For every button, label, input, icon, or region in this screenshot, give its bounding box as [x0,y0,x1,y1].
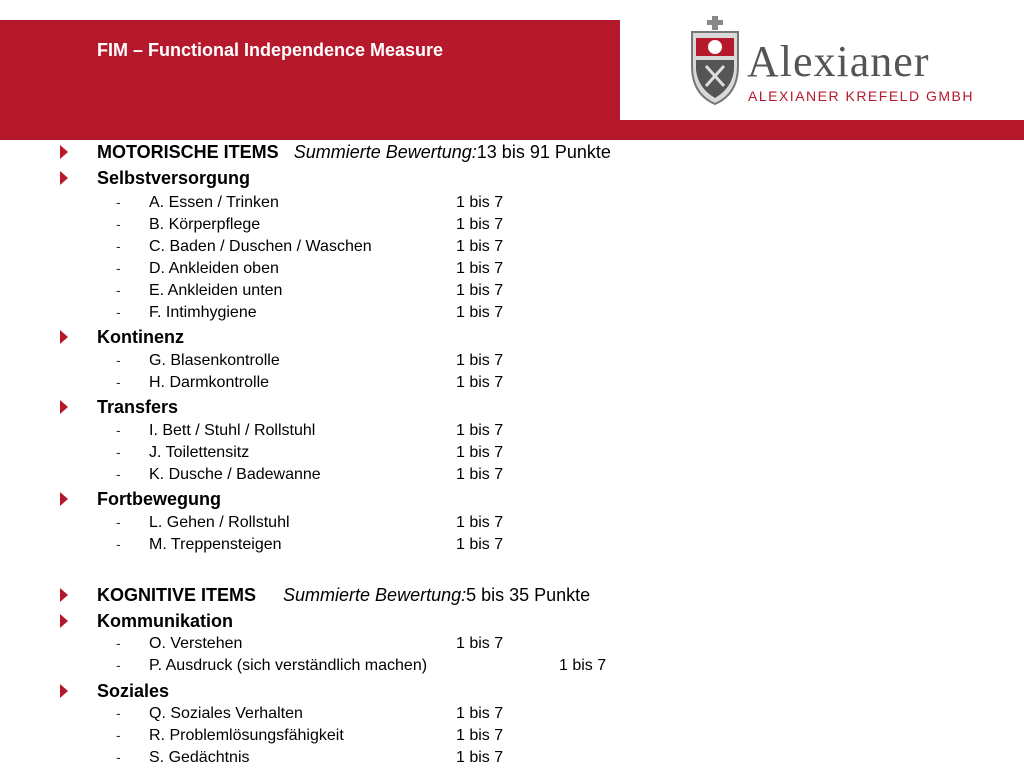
item-label: I. Bett / Stuhl / Rollstuhl [149,422,316,439]
dash-icon: - [116,238,121,254]
motor-sum-value: 13 bis 91 Punkte [476,142,611,162]
item-label: E. Ankleiden unten [149,282,283,299]
item-value: 1 bis 7 [456,352,504,369]
section-heading [97,142,611,163]
group-title: Selbstversorgung [97,168,251,188]
item-label: C. Baden / Duschen / Waschen [149,238,372,255]
item-value: 1 bis 7 [456,705,504,722]
logo-wordmark: Alexianer [747,37,930,86]
bullet-arrow-icon [60,400,68,414]
bullet-arrow-icon [60,588,68,602]
dash-icon: - [116,304,121,320]
dash-icon: - [116,514,121,530]
dash-icon: - [116,635,121,651]
item-label: F. Intimhygiene [149,304,257,321]
item-label: P. Ausdruck (sich verständlich machen) [149,657,428,674]
group-title: Fortbewegung [97,489,221,509]
bullet-arrow-icon [60,330,68,344]
item-label: O. Verstehen [149,635,243,652]
cognitive-sum-label: Summierte Bewertung: [283,585,467,605]
logo-subtitle: ALEXIANER KREFELD GMBH [748,88,974,104]
item-label: B. Körperpflege [149,216,261,233]
item-label: S. Gedächtnis [149,749,250,766]
dash-icon: - [116,466,121,482]
item-label: K. Dusche / Badewanne [149,466,321,483]
dash-icon: - [116,536,121,552]
bullet-arrow-icon [60,614,68,628]
section-heading [97,585,590,606]
item-label: A. Essen / Trinken [149,194,279,211]
item-label: R. Problemlösungsfähigkeit [149,727,344,744]
item-value: 1 bis 7 [456,727,504,744]
group-title: Soziales [97,681,170,701]
item-label: Q. Soziales Verhalten [149,705,303,722]
dash-icon: - [116,216,121,232]
page-title: FIM – Functional Independence Measure [97,40,444,60]
item-label: D. Ankleiden oben [149,260,279,277]
item-value: 1 bis 7 [456,216,504,233]
dash-icon: - [116,282,121,298]
item-label: L. Gehen / Rollstuhl [149,514,290,531]
item-label: G. Blasenkontrolle [149,352,280,369]
dash-icon: - [116,727,121,743]
item-label: J. Toilettensitz [149,444,250,461]
item-value: 1 bis 7 [456,514,504,531]
item-value: 1 bis 7 [456,444,504,461]
item-label: M. Treppensteigen [149,536,282,553]
item-value: 1 bis 7 [456,238,504,255]
bullet-arrow-icon [60,492,68,506]
dash-icon: - [116,657,121,673]
item-value: 1 bis 7 [456,749,504,766]
item-value: 1 bis 7 [456,374,504,391]
item-value: 1 bis 7 [456,194,504,211]
cognitive-sum-value: 5 bis 35 Punkte [466,585,591,605]
item-value: 1 bis 7 [456,536,504,553]
dash-icon: - [116,705,121,721]
bullet-arrow-icon [60,145,68,159]
dash-icon: - [116,422,121,438]
group-title: Transfers [97,397,179,417]
item-value: 1 bis 7 [559,657,607,674]
group-title: Kontinenz [97,327,184,347]
item-value: 1 bis 7 [456,260,504,277]
motor-sum-label: Summierte Bewertung: [293,142,477,162]
bullet-arrow-icon [60,684,68,698]
dash-icon: - [116,749,121,765]
group-title: Kommunikation [97,611,234,631]
item-value: 1 bis 7 [456,466,504,483]
item-label: H. Darmkontrolle [149,374,270,391]
item-value: 1 bis 7 [456,635,504,652]
dash-icon: - [116,352,121,368]
motor-heading: MOTORISCHE ITEMS [97,142,279,162]
dash-icon: - [116,374,121,390]
item-value: 1 bis 7 [456,282,504,299]
dash-icon: - [116,194,121,210]
item-value: 1 bis 7 [456,304,504,321]
cognitive-heading: KOGNITIVE ITEMS [97,585,257,605]
dash-icon: - [116,260,121,276]
dash-icon: - [116,444,121,460]
bullet-arrow-icon [60,171,68,185]
item-value: 1 bis 7 [456,422,504,439]
